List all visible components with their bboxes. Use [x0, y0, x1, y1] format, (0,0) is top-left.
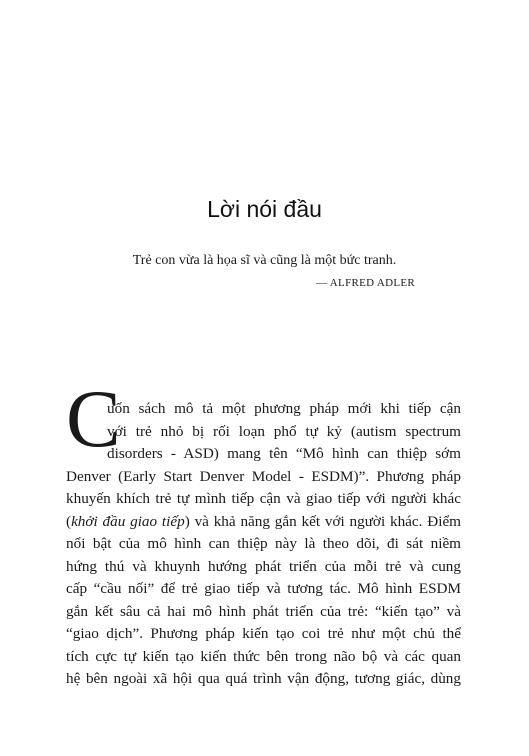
- body-line-1: uốn sách mô tả một phương pháp mới khi tiếp cận: [107, 400, 461, 417]
- chapter-title: Lời nói đầu: [207, 196, 322, 222]
- epigraph-quote: Trẻ con vừa là họa sĩ và cũng là một bức tranh.: [132, 253, 397, 268]
- body-line-7: nổi bật của mô hình can thiệp này là theo dõi, đi sát niềm: [66, 535, 461, 552]
- body-line-6: [66, 512, 461, 532]
- body-line-4: Denver (Early Start Denver Model - ESDM)”. Phương pháp: [66, 468, 461, 485]
- body-line-10: gắn kết sâu cả hai mô hình phát triển của trẻ: “kiến tạo” và: [66, 603, 461, 620]
- body-line-12: tích cực tự kiến tạo kiến thức bên trong não bộ và các quan: [66, 648, 461, 665]
- body-line-3: disorders - ASD) mang tên “Mô hình can thiệp sớm: [107, 445, 461, 462]
- body-line-2: với trẻ nhỏ bị rối loạn phổ tự kỷ (autism spectrum: [107, 423, 461, 440]
- line-6-rest: ) và khả năng gắn kết với người khác. Điểm: [184, 513, 461, 530]
- body-line-11: “giao dịch”. Phương pháp kiến tạo coi trẻ như một chủ thể: [66, 625, 461, 642]
- drop-cap-letter: C: [66, 373, 121, 464]
- body-line-5: khuyến khích trẻ tự mình tiếp cận và giao tiếp với người khác: [66, 490, 461, 507]
- epigraph-attribution: — ALFRED ADLER: [316, 277, 415, 289]
- paren-open: (: [66, 513, 72, 530]
- italic-phrase: khởi đầu giao tiếp: [71, 513, 185, 530]
- body-line-8: hứng thú và khuynh hướng phát triển của mỗi trẻ và cung: [66, 558, 461, 575]
- body-line-13: hệ bên ngoài xã hội qua quá trình vận động, tương giác, dùng: [66, 670, 461, 687]
- body-line-9: cấp “cầu nối” để trẻ giao tiếp và tương tác. Mô hình ESDM: [66, 580, 461, 597]
